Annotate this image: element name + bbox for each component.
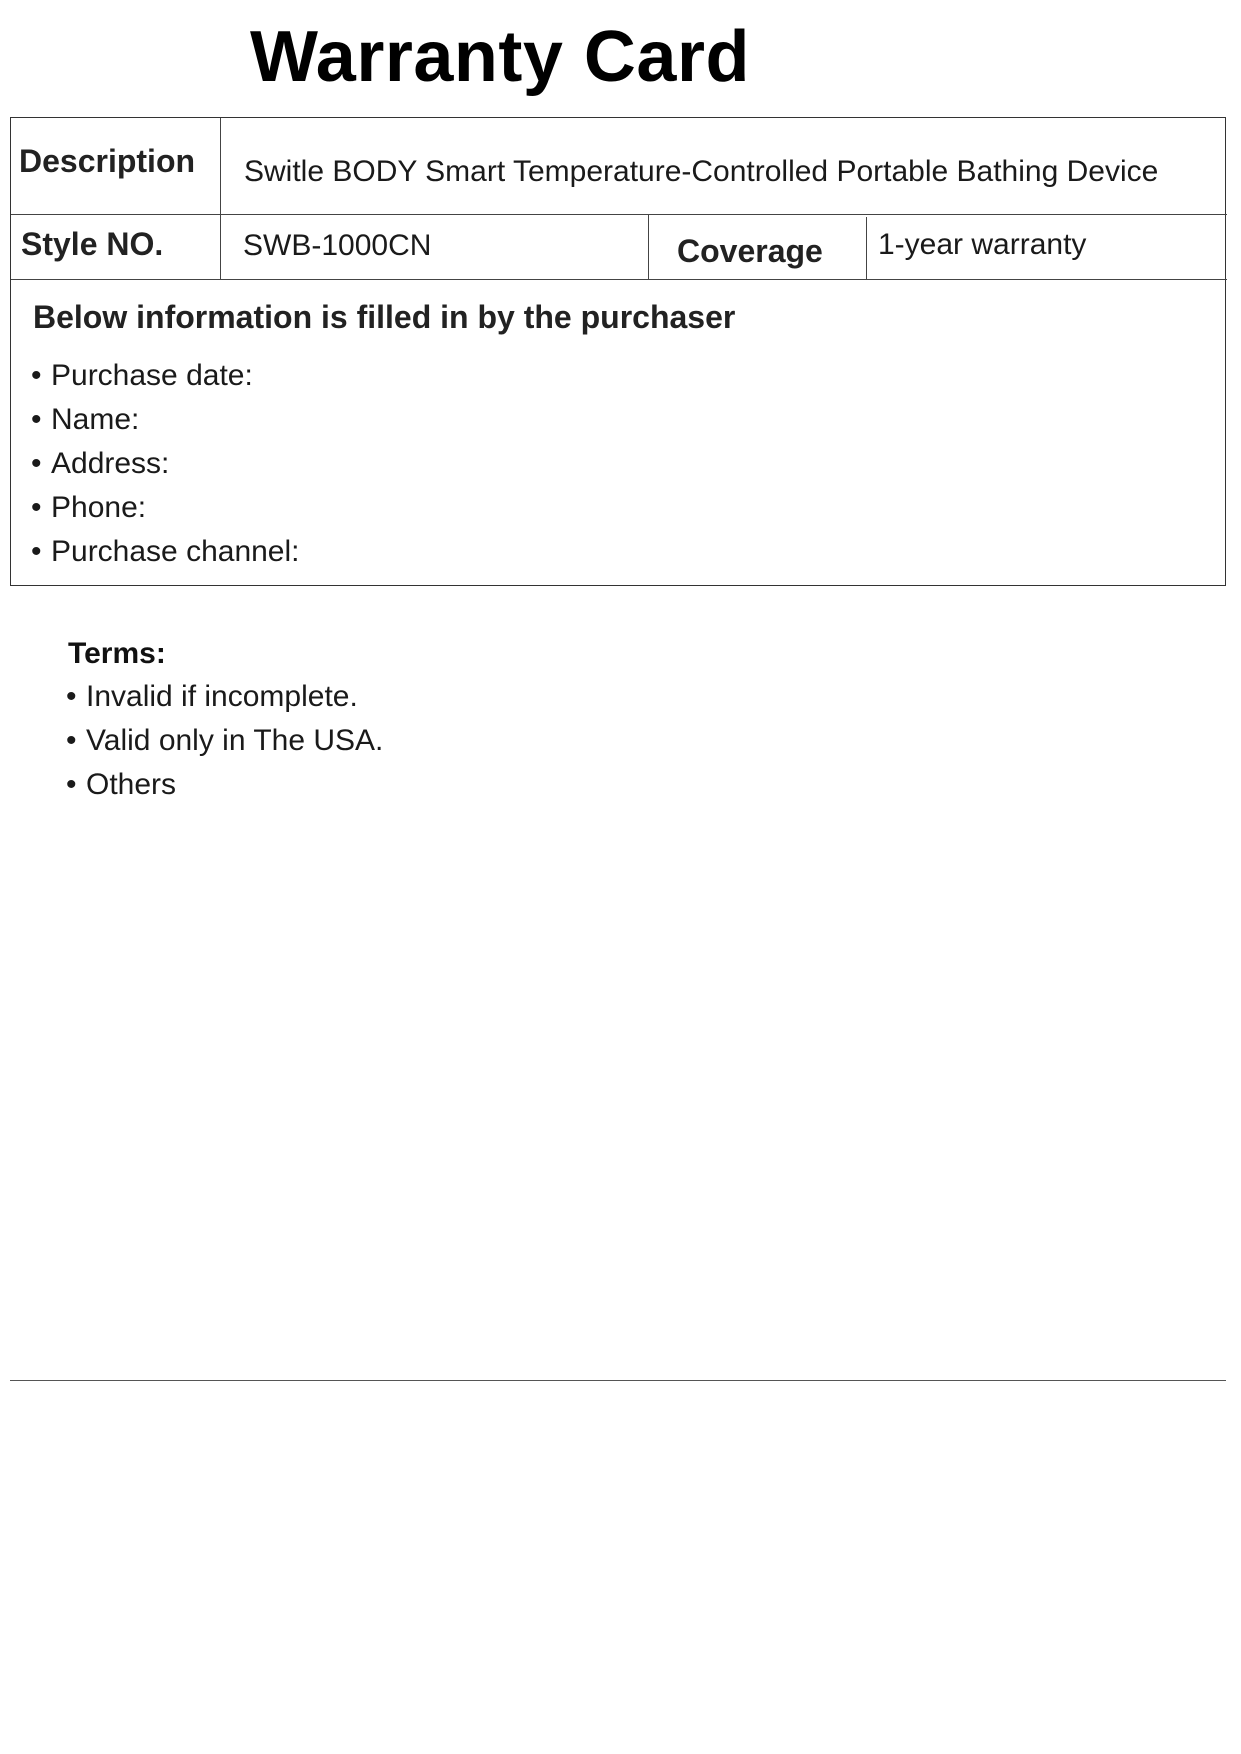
purchaser-section-heading: Below information is filled in by the purchaser	[33, 299, 736, 335]
page-title: Warranty Card	[250, 17, 750, 97]
column-divider	[648, 214, 649, 279]
description-value: Switle BODY Smart Temperature-Controlled Portable Bathing Device	[244, 155, 1159, 188]
terms-list	[66, 675, 383, 807]
style-no-value: SWB-1000CN	[243, 229, 432, 262]
name-field: • Name:	[31, 403, 140, 436]
purchase-date-field: • Purchase date:	[31, 359, 253, 392]
terms-item: • Invalid if incomplete.	[66, 680, 358, 713]
phone-field: • Phone:	[31, 491, 147, 524]
bottom-divider	[10, 1380, 1226, 1381]
row-divider	[11, 214, 1227, 215]
column-divider	[220, 118, 221, 279]
address-field: • Address:	[31, 447, 170, 480]
row-divider	[11, 279, 1227, 280]
purchase-channel-field: • Purchase channel:	[31, 535, 300, 568]
coverage-label: Coverage	[677, 233, 823, 269]
warranty-card-table	[10, 117, 1226, 586]
terms-heading: Terms:	[68, 637, 166, 670]
terms-item: • Others	[66, 768, 177, 801]
description-label: Description	[19, 143, 196, 179]
column-divider	[866, 217, 867, 279]
coverage-value: 1-year warranty	[878, 228, 1087, 261]
purchaser-field-list	[31, 354, 300, 574]
style-no-label: Style NO.	[21, 226, 164, 262]
terms-item: • Valid only in The USA.	[66, 724, 384, 757]
